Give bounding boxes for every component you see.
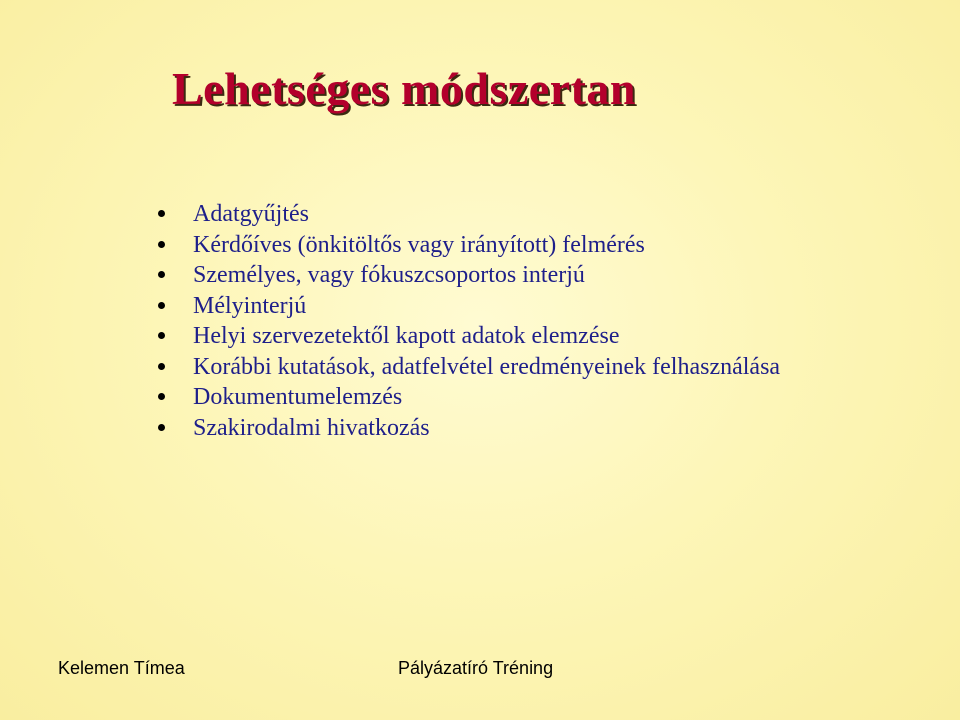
bullet-item	[155, 382, 815, 413]
bullet-item	[155, 413, 815, 444]
bullet-item	[155, 291, 815, 322]
bullet-dot-icon	[158, 332, 165, 339]
bullet-dot-icon	[158, 271, 165, 278]
footer-event: Pályázatíró Tréning	[398, 658, 554, 678]
bullet-list	[155, 199, 815, 443]
bullet-item	[155, 321, 815, 352]
footer-author: Kelemen Tímea	[58, 658, 185, 678]
bullet-item	[155, 260, 815, 291]
bullet-dot-icon	[158, 363, 165, 370]
bullet-text: Személyes, vagy fókuszcsoportos interjú	[193, 262, 585, 288]
bullet-text: Helyi szervezetektől kapott adatok elemzése	[193, 323, 620, 349]
bullet-dot-icon	[158, 210, 165, 217]
bullet-item	[155, 199, 815, 230]
bullet-text: Kérdőíves (önkitöltős vagy irányított) felmérés	[193, 231, 645, 258]
bullet-dot-icon	[158, 241, 165, 248]
bullet-text: Dokumentumelemzés	[193, 384, 403, 410]
bullet-dot-icon	[158, 302, 165, 309]
bullet-text: Adatgyűjtés	[193, 201, 309, 227]
bullet-dot-icon	[158, 393, 165, 400]
bullet-text: Korábbi kutatások, adatfelvétel eredményeinek felhasználása	[193, 353, 781, 380]
bullet-dot-icon	[158, 424, 165, 431]
slide-title: Lehetséges módszertan	[172, 63, 637, 114]
bullet-item	[155, 230, 815, 261]
bullet-text: Mélyinterjú	[193, 292, 307, 319]
bullet-text: Szakirodalmi hivatkozás	[193, 414, 430, 441]
bullet-item	[155, 352, 815, 383]
